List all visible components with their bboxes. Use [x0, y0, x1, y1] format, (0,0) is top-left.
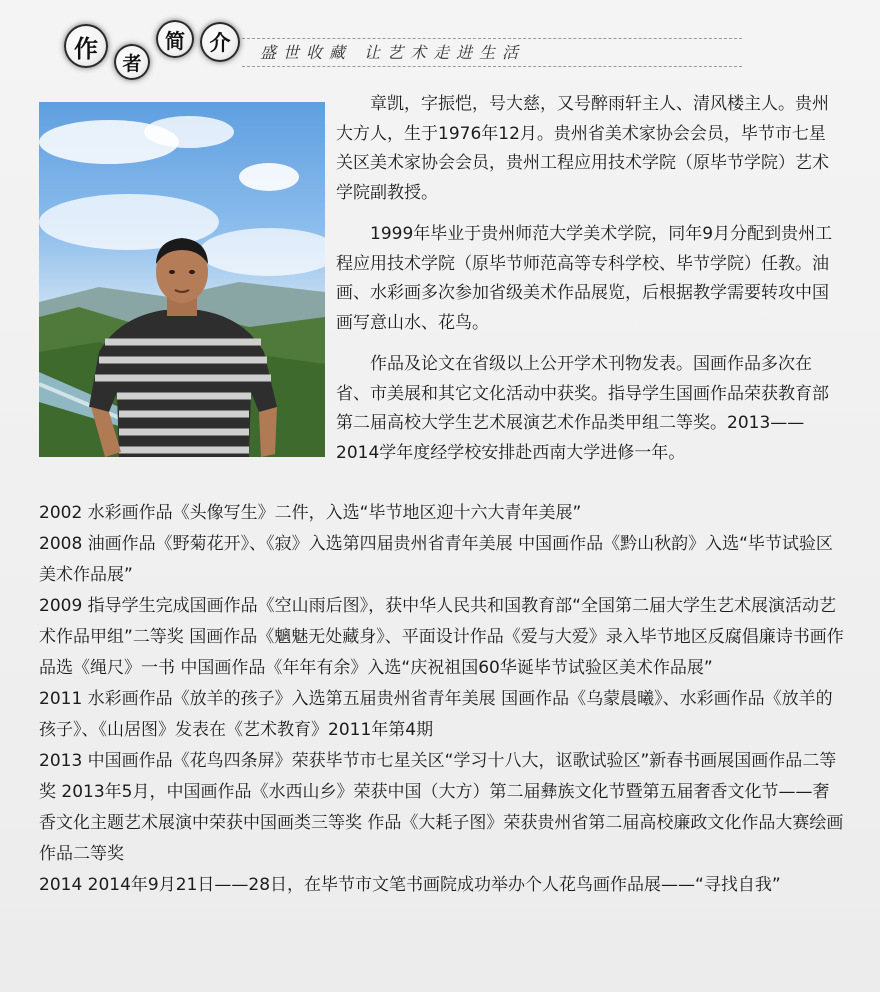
title-seal-2: 者	[114, 44, 150, 80]
author-biography	[336, 90, 838, 480]
bio-paragraph: 1999年毕业于贵州师范大学美术学院，同年9月分配到贵州工程应用技术学院（原毕节师范高等专科学校、毕节学院）任教。油画、水彩画多次参加省级美术作品展览，后根据教学需要转攻中国画写意山水、花鸟。	[336, 224, 833, 333]
achievement-item: 2009 指导学生完成国画作品《空山雨后图》，获中华人民共和国教育部“全国第二届大学生艺术展演活动艺术作品甲组”二等奖 国画作品《魑魅无处藏身》、平面设计作品《爱与大爱》录入毕节地区反腐倡廉诗书画作品选《绳尺》一书 中国画作品《年年有余》入选“庆祝祖国60华诞毕节试验区美术作品展”	[39, 596, 844, 678]
achievement-list	[39, 498, 845, 901]
achievement-item: 2011 水彩画作品《放羊的孩子》入选第五届贵州省青年美展 国画作品《乌蒙晨曦》、水彩画作品《放羊的孩子》、《山居图》发表在《艺术教育》2011年第4期	[39, 689, 833, 740]
bio-paragraph: 作品及论文在省级以上公开学术刊物发表。国画作品多次在省、市美展和其它文化活动中获奖。指导学生国画作品荣获教育部第二届高校大学生艺术展演艺术作品类甲组二等奖。2013——2014学年度经学校安排赴西南大学进修一年。	[336, 354, 829, 463]
title-seal-3: 简	[156, 20, 194, 58]
header-rule-top	[242, 38, 742, 39]
achievement-item: 2013 中国画作品《花鸟四条屏》荣获毕节市七星关区“学习十八大，讴歌试验区”新春书画展国画作品二等奖 2013年5月，中国画作品《水西山乡》荣获中国（大方）第二届彝族文化节暨第五届奢香文化节——奢香文化主题艺术展演中荣获中国画类三等奖 作品《大耗子图》荣获贵州省第二届高校廉政文化作品大赛绘画作品二等奖	[39, 751, 844, 864]
portrait-illustration	[39, 102, 325, 457]
header-rule-bottom	[242, 66, 742, 67]
achievement-item: 2002 水彩画作品《头像写生》二件，入选“毕节地区迎十六大青年美展”	[39, 503, 582, 523]
section-header	[52, 14, 752, 84]
title-seal-1: 作	[64, 24, 108, 68]
header-slogan: 盛世收藏 让艺术走进生活	[260, 43, 526, 62]
title-seal-4: 介	[200, 22, 240, 62]
achievement-item: 2008 油画作品《野菊花开》、《寂》入选第四届贵州省青年美展 中国画作品《黔山秋韵》入选“毕节试验区美术作品展”	[39, 534, 833, 585]
bio-paragraph: 章凯，字振恺，号大慈，又号醉雨轩主人、清风楼主人。贵州大方人，生于1976年12月。贵州省美术家协会会员，毕节市七星关区美术家协会会员，贵州工程应用技术学院（原毕节学院）艺术学院副教授。	[336, 94, 829, 203]
author-photo	[39, 102, 325, 457]
achievement-item: 2014 2014年9月21日——28日，在毕节市文笔书画院成功举办个人花鸟画作品展——“寻找自我”	[39, 875, 781, 895]
